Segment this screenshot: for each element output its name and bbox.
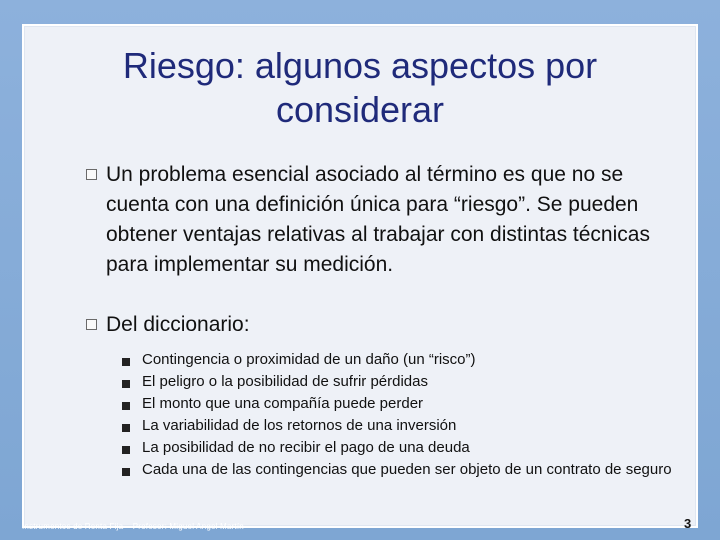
bullet-text: Un problema esencial asociado al término es que no se cuenta con una definición única para “riesgo”. Se pueden obtener ventajas relativas al trabajar con distintas técnicas para implementar su medición. [106, 163, 650, 276]
hollow-square-bullet-icon [86, 319, 97, 330]
filled-square-bullet-icon [122, 380, 130, 388]
slide-footer: Instrumentos de Renta Fija – Profesor: Miguel Angel Martín [22, 522, 244, 531]
list-item-text: La variabilidad de los retornos de una inversión [142, 417, 457, 434]
bullet-dictionary [86, 310, 676, 340]
bullet-text: Del diccionario: [106, 313, 250, 336]
list-item [122, 460, 692, 480]
title-line-1: Riesgo: algunos aspectos por [122, 45, 598, 86]
list-item-text: La posibilidad de no recibir el pago de una deuda [142, 439, 470, 456]
filled-square-bullet-icon [122, 424, 130, 432]
list-item-text: El peligro o la posibilidad de sufrir pérdidas [142, 373, 428, 390]
list-item [122, 372, 692, 392]
filled-square-bullet-icon [122, 358, 130, 366]
filled-square-bullet-icon [122, 468, 130, 476]
list-item-text: Cada una de las contingencias que pueden ser objeto de un contrato de seguro [142, 461, 672, 478]
title-line-2: considerar [275, 89, 445, 130]
list-item [122, 350, 692, 370]
list-item-text: El monto que una compañía puede perder [142, 395, 424, 412]
hollow-square-bullet-icon [86, 169, 97, 180]
slide-title [60, 44, 660, 132]
list-item [122, 394, 692, 414]
main-bullet-list [86, 160, 676, 340]
dictionary-sub-list [122, 348, 692, 480]
list-item [122, 438, 692, 458]
list-item [122, 416, 692, 436]
page-number: 3 [684, 516, 692, 531]
filled-square-bullet-icon [122, 402, 130, 410]
filled-square-bullet-icon [122, 446, 130, 454]
bullet-definition [86, 160, 676, 280]
list-item-text: Contingencia o proximidad de un daño (un “risco”) [142, 351, 476, 368]
